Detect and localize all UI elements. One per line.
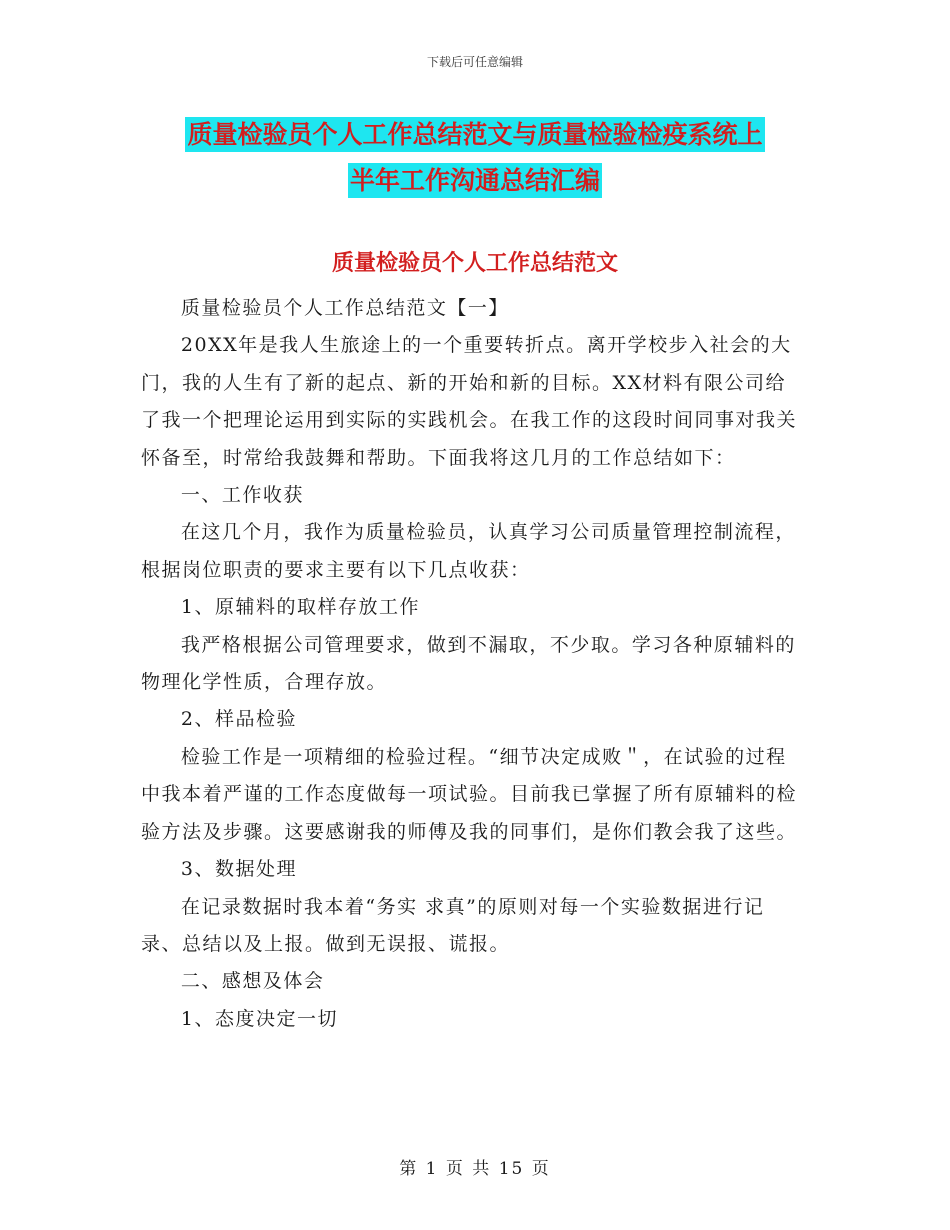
paragraph: 我严格根据公司管理要求，做到不漏取，不少取。学习各种原辅料的物理化学性质，合理存放。 xyxy=(141,633,796,694)
document-body xyxy=(141,290,805,1038)
paragraph: 二、感想及体会 xyxy=(180,970,325,993)
page-footer: 第 1 页 共 15 页 xyxy=(399,1159,551,1179)
paragraph: 2、样品检验 xyxy=(180,708,297,731)
document-title-line-2: 半年工作沟通总结汇编 xyxy=(348,163,602,198)
section-title: 质量检验员个人工作总结范文 xyxy=(331,251,618,276)
document-title xyxy=(0,112,950,204)
paragraph: 检验工作是一项精细的检验过程。“细节决定成败＂，在试验的过程中我本着严谨的工作态度做每一项试验。目前我已掌握了所有原辅料的检验方法及步骤。这要感谢我的师傅及我的同事们，是你们教会我了这些。 xyxy=(141,745,798,843)
paragraph: 20XX年是我人生旅途上的一个重要转折点。离开学校步入社会的大门，我的人生有了新的起点、新的开始和新的目标。XX材料有限公司给了我一个把理论运用到实际的实践机会。在我工作的这段时间同事对我关怀备至，时常给我鼓舞和帮助。下面我将这几月的工作总结如下： xyxy=(141,334,798,469)
paragraph: 在记录数据时我本着“务实 求真”的原则对每一个实验数据进行记录、总结以及上报。做到无误报、谎报。 xyxy=(141,895,765,955)
paragraph: 质量检验员个人工作总结范文【一】 xyxy=(180,297,509,319)
paragraph: 1、态度决定一切 xyxy=(180,1007,338,1030)
header-note: 下载后可任意编辑 xyxy=(426,55,523,69)
document-title-line-1: 质量检验员个人工作总结范文与质量检验检疫系统上 xyxy=(185,117,764,152)
paragraph: 1、原辅料的取样存放工作 xyxy=(180,596,420,619)
paragraph: 一、工作收获 xyxy=(180,484,304,507)
paragraph: 3、数据处理 xyxy=(180,858,297,881)
paragraph: 在这几个月，我作为质量检验员，认真学习公司质量管理控制流程，根据岗位职责的要求主要有以下几点收获： xyxy=(141,521,796,581)
